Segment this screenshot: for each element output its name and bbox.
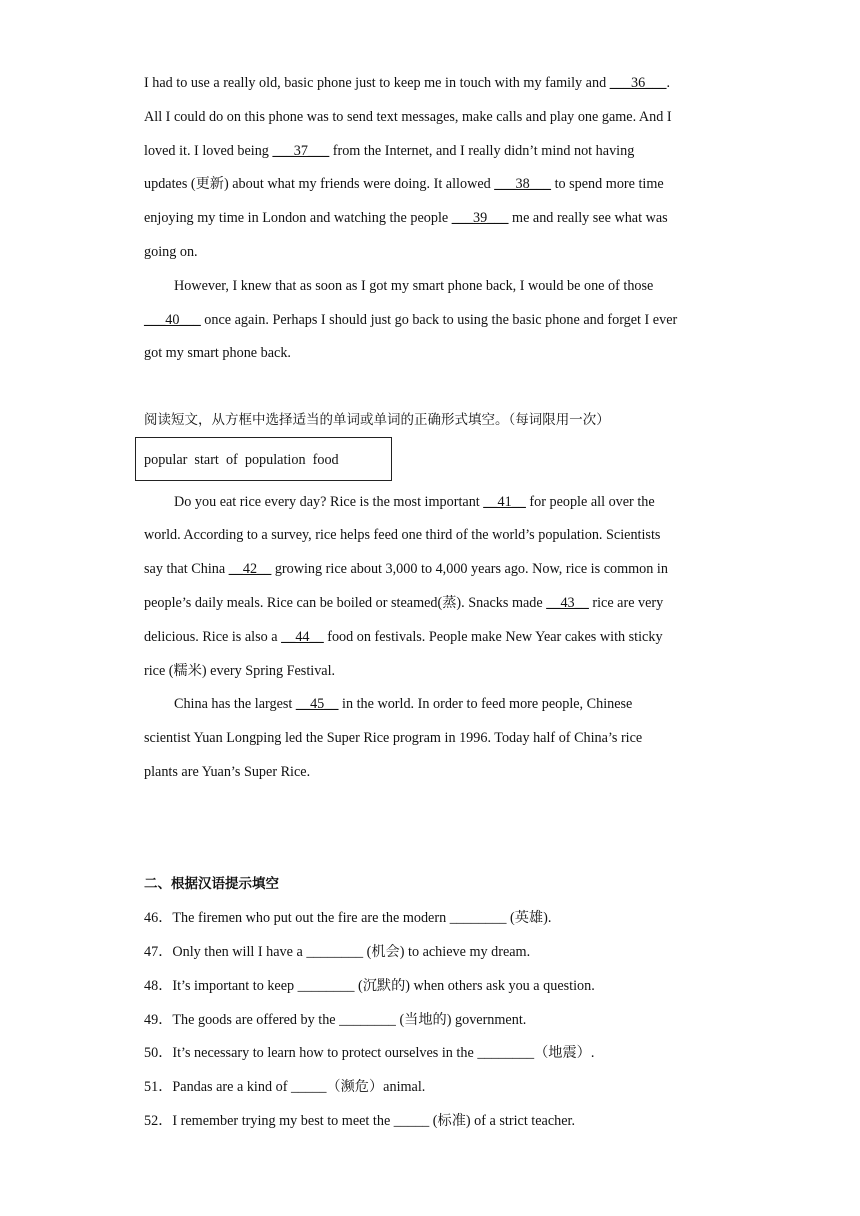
blank-36: ___36___	[609, 75, 667, 91]
passage1-line-7: However, I knew that as soon as I got my smart phone back, I would be one of those	[174, 278, 654, 294]
blank-42: __42__	[228, 561, 272, 577]
blank-38: ___38___	[494, 176, 552, 192]
passage2-line-1	[174, 492, 655, 512]
blank-44: __44__	[281, 629, 324, 645]
passage1-line-5	[144, 208, 668, 228]
text-span: to spend more time	[551, 176, 664, 192]
passage1-line-4	[144, 174, 664, 194]
word-box-text: popular start of population food	[144, 452, 339, 468]
text-span: say that China	[144, 561, 229, 577]
text-span: Do you eat rice every day? Rice is the most important	[174, 494, 484, 510]
text-span: rice are very	[588, 595, 664, 611]
question-48: 48．It’s important to keep ________ (沉默的) when others ask you a question.	[144, 978, 595, 994]
passage2-line-4	[144, 593, 663, 613]
blank-41: __41__	[483, 494, 526, 510]
passage1-line-3	[144, 141, 634, 161]
passage1-line-8	[144, 310, 677, 330]
text-span: people’s daily meals. Rice can be boiled or steamed(蒸). Snacks made	[144, 595, 547, 611]
passage2-line-3	[144, 559, 668, 579]
text-span: food on festivals. People make New Year cakes with sticky	[323, 629, 663, 645]
question-51: 51．Pandas are a kind of _____（濒危）animal.	[144, 1079, 426, 1095]
passage2-line-6: rice (糯米) every Spring Festival.	[144, 663, 336, 679]
text-span: .	[666, 75, 671, 91]
question-47: 47．Only then will I have a ________ (机会) to achieve my dream.	[144, 944, 531, 960]
passage1-line-6: going on.	[144, 244, 198, 260]
text-span: once again. Perhaps I should just go back to using the basic phone and forget I ever	[200, 312, 678, 328]
blank-40: ___40___	[144, 312, 201, 328]
text-span: updates (更新) about what my friends were doing. It allowed	[144, 176, 495, 192]
blank-45: __45__	[295, 696, 339, 712]
passage2-line-7	[174, 694, 632, 714]
text-span: for people all over the	[525, 494, 655, 510]
section2-heading: 二、根据汉语提示填空	[144, 876, 279, 892]
blank-43: __43__	[546, 595, 589, 611]
text-span: I had to use a really old, basic phone just to keep me in touch with my family and	[144, 75, 610, 91]
passage2-line-9: plants are Yuan’s Super Rice.	[144, 764, 311, 780]
text-span: delicious. Rice is also a	[144, 629, 282, 645]
passage1-line-2: All I could do on this phone was to send text messages, make calls and play one game. And I	[144, 109, 672, 125]
blank-37: ___37___	[272, 143, 330, 159]
question-46: 46．The firemen who put out the fire are the modern ________ (英雄).	[144, 910, 552, 926]
question-52: 52．I remember trying my best to meet the _____ (标准) of a strict teacher.	[144, 1113, 576, 1129]
text-span: China has the largest	[174, 696, 296, 712]
text-span: enjoying my time in London and watching the people	[144, 210, 452, 226]
section-instruction: 阅读短文，从方框中选择适当的单词或单词的正确形式填空。（每词限用一次）	[144, 412, 610, 428]
passage2-line-5	[144, 627, 663, 647]
text-span: in the world. In order to feed more people, Chinese	[338, 696, 633, 712]
passage2-line-2: world. According to a survey, rice helps feed one third of the world’s population. Scientists	[144, 527, 661, 543]
text-span: from the Internet, and I really didn’t mind not having	[329, 143, 635, 159]
text-span: growing rice about 3,000 to 4,000 years ago. Now, rice is common in	[271, 561, 668, 577]
passage2-line-8: scientist Yuan Longping led the Super Rice program in 1996. Today half of China’s rice	[144, 730, 643, 746]
question-50: 50．It’s necessary to learn how to protect ourselves in the ________（地震）.	[144, 1045, 595, 1061]
question-49: 49．The goods are offered by the ________ (当地的) government.	[144, 1012, 527, 1028]
text-span: me and really see what was	[508, 210, 668, 226]
word-box	[135, 437, 392, 481]
blank-39: ___39___	[451, 210, 509, 226]
passage1-line-9: got my smart phone back.	[144, 345, 291, 361]
text-span: loved it. I loved being	[144, 143, 273, 159]
passage1-line-1	[144, 73, 670, 93]
